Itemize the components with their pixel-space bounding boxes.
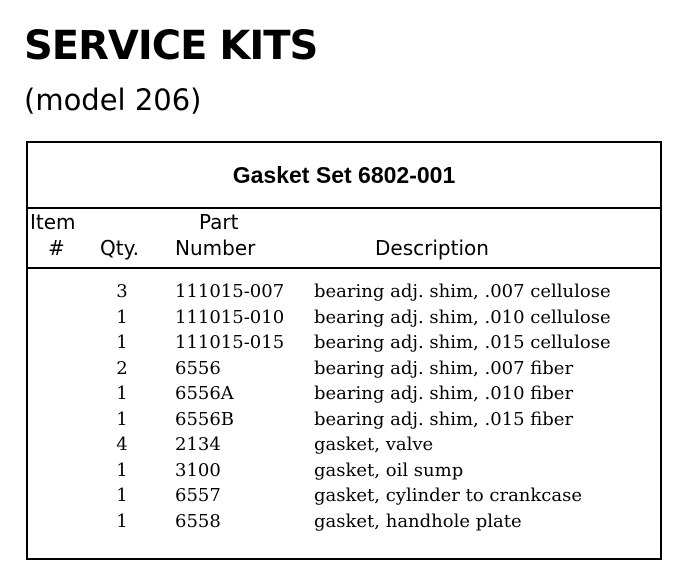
row-part-number: 111015-010 xyxy=(175,306,285,328)
table-row xyxy=(28,458,660,484)
col-header-description: Description xyxy=(375,236,489,260)
col-header-part: Part xyxy=(199,210,239,234)
col-header-item: Item xyxy=(30,210,76,234)
row-part-number: 6557 xyxy=(175,485,221,506)
page-subtitle: (model 206) xyxy=(24,83,202,117)
table-row xyxy=(28,381,660,407)
row-qty: 1 xyxy=(116,408,128,430)
table-row xyxy=(28,279,660,305)
table-row xyxy=(28,432,660,458)
table-row xyxy=(28,483,660,509)
table-row xyxy=(28,305,660,331)
row-part-number: 6556B xyxy=(175,408,235,430)
row-part-number: 2134 xyxy=(175,434,221,455)
row-description: bearing adj. shim, .007 fiber xyxy=(314,357,574,379)
table-row xyxy=(28,330,660,356)
page-title: SERVICE KITS xyxy=(24,23,318,69)
row-qty: 1 xyxy=(116,332,128,353)
row-part-number: 3100 xyxy=(175,459,221,481)
row-qty: 1 xyxy=(116,383,128,404)
row-description: gasket, cylinder to crankcase xyxy=(314,485,582,506)
row-description: bearing adj. shim, .010 cellulose xyxy=(314,306,611,328)
row-part-number: 111015-015 xyxy=(175,332,285,353)
kit-title: Gasket Set 6802-001 xyxy=(28,143,660,209)
row-qty: 1 xyxy=(116,485,128,506)
row-qty: 1 xyxy=(116,510,128,532)
gasket-set-table xyxy=(26,141,662,560)
row-description: bearing adj. shim, .010 fiber xyxy=(314,383,574,404)
row-description: gasket, valve xyxy=(314,434,434,455)
row-description: bearing adj. shim, .015 cellulose xyxy=(314,332,611,353)
row-qty: 4 xyxy=(116,434,128,455)
row-part-number: 6556 xyxy=(175,357,221,379)
row-description: gasket, oil sump xyxy=(314,459,464,481)
header-divider xyxy=(28,267,660,269)
table-body xyxy=(28,279,660,534)
row-qty: 2 xyxy=(116,357,128,379)
row-qty: 1 xyxy=(116,306,128,328)
row-description: bearing adj. shim, .015 fiber xyxy=(314,408,574,430)
table-row xyxy=(28,407,660,433)
col-header-qty: Qty. xyxy=(100,236,139,260)
row-qty: 3 xyxy=(116,281,128,302)
table-row xyxy=(28,356,660,382)
row-description: bearing adj. shim, .007 cellulose xyxy=(314,281,611,302)
row-description: gasket, handhole plate xyxy=(314,510,522,532)
row-part-number: 6558 xyxy=(175,510,221,532)
table-row xyxy=(28,509,660,535)
col-header-part-number: Number xyxy=(175,236,256,260)
row-part-number: 111015-007 xyxy=(175,281,285,302)
col-header-item-number: # xyxy=(48,236,65,260)
row-qty: 1 xyxy=(116,459,128,481)
row-part-number: 6556A xyxy=(175,383,234,404)
